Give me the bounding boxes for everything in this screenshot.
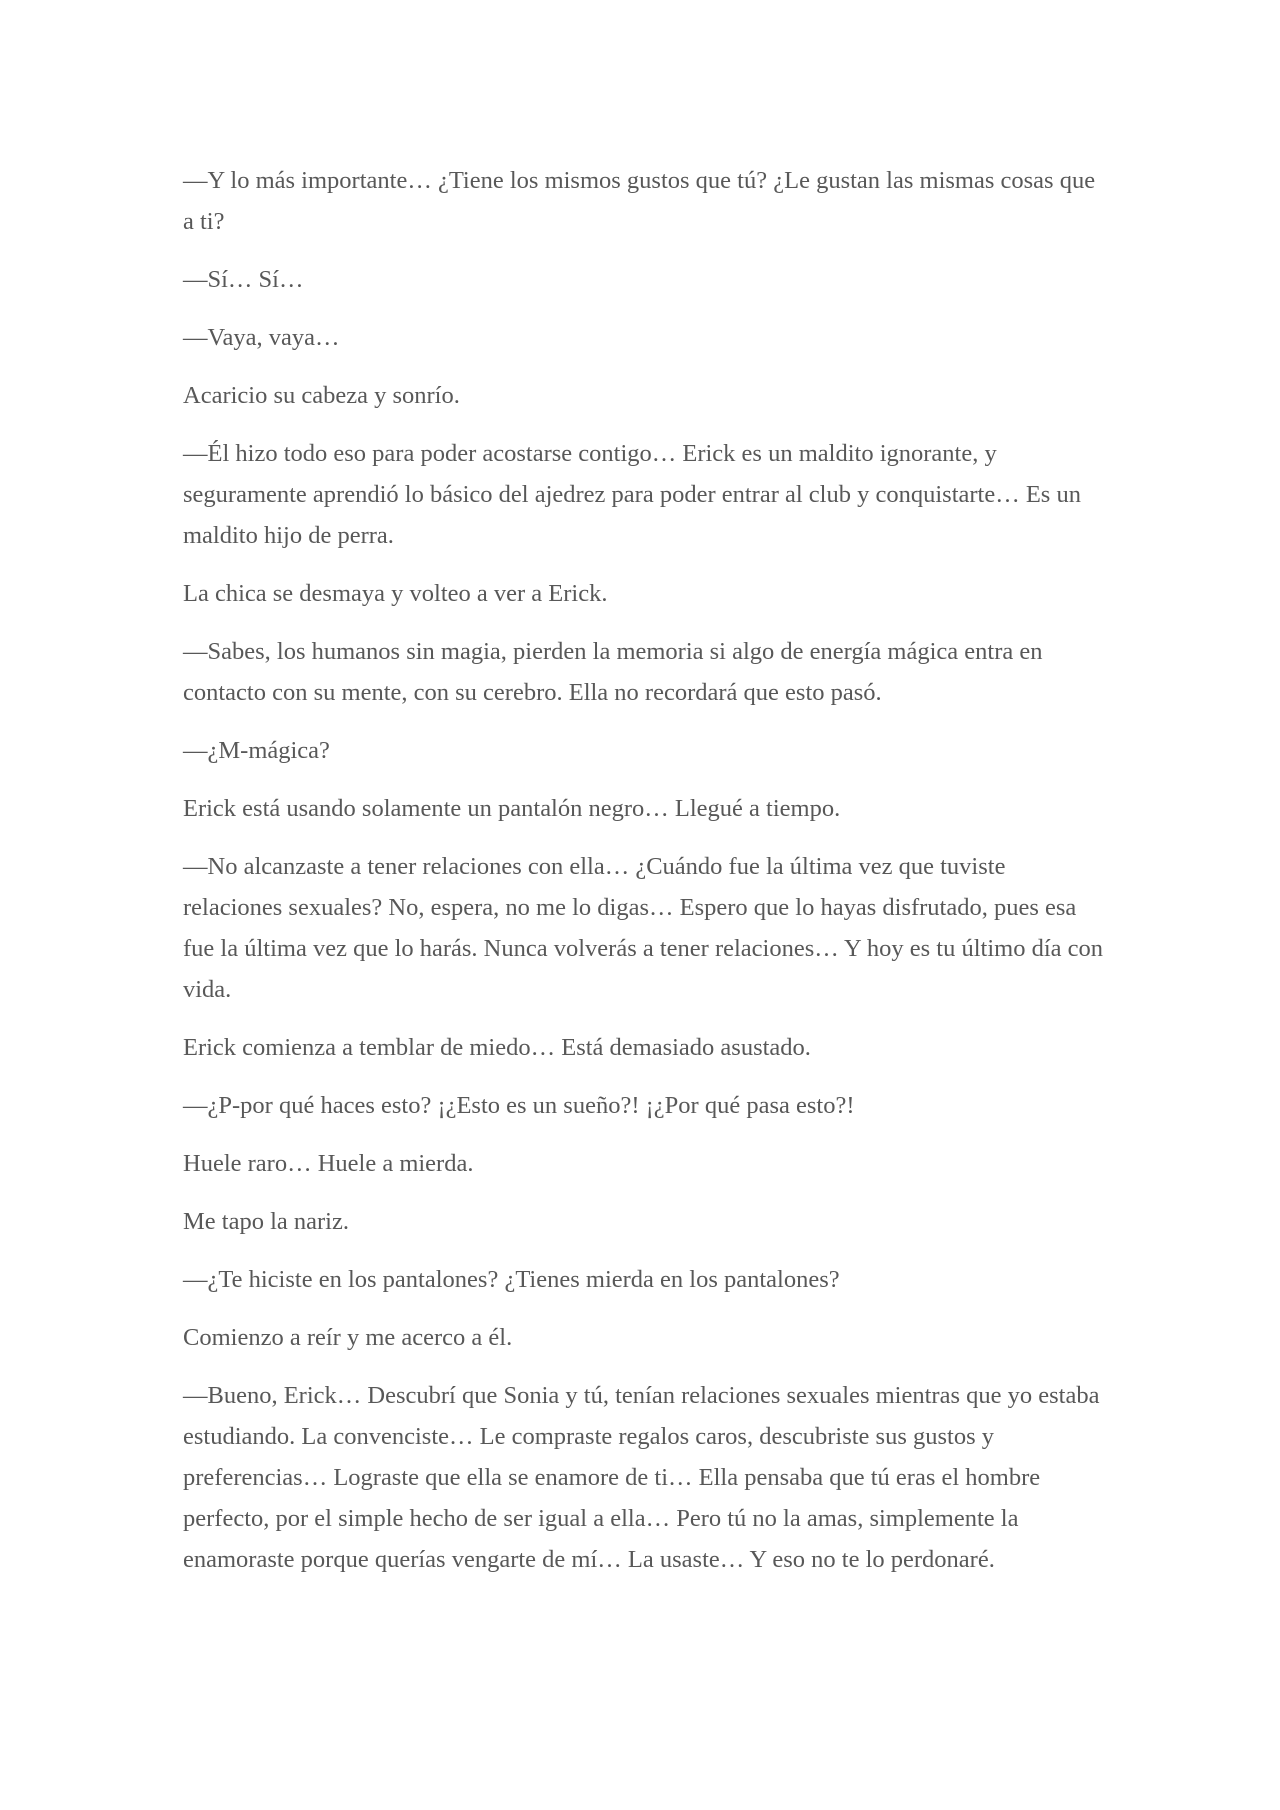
- paragraph: —¿P-por qué haces esto? ¡¿Esto es un sueño?! ¡¿Por qué pasa esto?!: [183, 1092, 855, 1119]
- paragraph: —¿M-mágica?: [183, 737, 330, 764]
- paragraph: La chica se desmaya y volteo a ver a Erick.: [183, 580, 608, 607]
- paragraph: Me tapo la nariz.: [183, 1208, 349, 1235]
- paragraph: —Él hizo todo eso para poder acostarse contigo… Erick es un maldito ignorante, y seguramente aprendió lo básico del ajedrez para poder entrar al club y conquistarte… Es un maldito hijo de perra.: [183, 440, 1081, 549]
- paragraph: —¿Te hiciste en los pantalones? ¿Tienes mierda en los pantalones?: [183, 1266, 840, 1293]
- paragraph: Acaricio su cabeza y sonrío.: [183, 382, 460, 409]
- paragraph: —Y lo más importante… ¿Tiene los mismos gustos que tú? ¿Le gustan las mismas cosas que a ti?: [183, 167, 1096, 235]
- paragraph: Erick comienza a temblar de miedo… Está demasiado asustado.: [183, 1034, 811, 1061]
- paragraph: —Vaya, vaya…: [183, 324, 340, 351]
- paragraph: Comienzo a reír y me acerco a él.: [183, 1324, 513, 1351]
- paragraph: —Bueno, Erick… Descubrí que Sonia y tú, tenían relaciones sexuales mientras que yo estaba estudiando. La convenciste… Le compraste regalos caros, descubriste sus gustos y preferencias… Lograste que ella se enamore de ti… Ella pensaba que tú eras el hombre perfecto, por el simple hecho de ser igual a ella… Pero tú no la amas, simplemente la enamoraste porque querías vengarte de mí… La usaste… Y eso no te lo perdonaré.: [183, 1382, 1100, 1573]
- paragraph: —No alcanzaste a tener relaciones con ella… ¿Cuándo fue la última vez que tuviste relaciones sexuales? No, espera, no me lo digas… Espero que lo hayas disfrutado, pues esa fue la última vez que lo harás. Nunca volverás a tener relaciones… Y hoy es tu último día con vida.: [183, 853, 1104, 1003]
- paragraph: Huele raro… Huele a mierda.: [183, 1150, 474, 1177]
- paragraph: —Sabes, los humanos sin magia, pierden la memoria si algo de energía mágica entra en contacto con su mente, con su cerebro. Ella no recordará que esto pasó.: [183, 638, 1043, 706]
- paragraph: —Sí… Sí…: [183, 266, 304, 293]
- paragraph: Erick está usando solamente un pantalón negro… Llegué a tiempo.: [183, 795, 841, 822]
- document-page: [183, 160, 1108, 1597]
